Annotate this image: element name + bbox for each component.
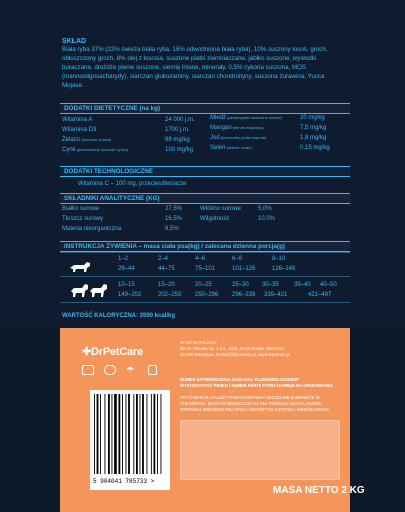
dietary-note: (jednowodny siarczan cynku) [75,147,129,152]
large-dogs-icon [70,282,110,298]
dietary-note: (siarczan żelaza) [80,137,112,142]
feeding-weight: 4–6 [195,256,206,262]
feeding-portion: 202–250 [158,292,182,298]
dietary-name: Witamina D3 [62,127,97,133]
storage-text: PO OTWARCIU NALEŻY PRZECHOWYWAĆ SZCZELNIE ZAMKNIĘTE W CHŁODNYM I SUCHYM MIEJSCU DO 14 DNI. PODAJĄC SUCHĄ KARMĘ, ZAPEWNIJ SWOJEMU PSU STAŁY DOSTĘP DO CZYSTEJ I ŚWIEŻEJ WODY. [180,395,330,412]
dietary-name: Mangan (tlenek magnezu) [210,125,264,131]
dietary-value: 20 mg/kg [300,115,325,121]
dietary-value: 1700 j.m. [165,127,190,133]
analytical-name: Włókno surowe [200,206,242,212]
table-divider [60,252,350,253]
bin-icon [148,365,157,375]
analytical-header: SKŁADNIKI ANALITYCZNE (KG) [60,193,350,204]
barcode-bar [100,394,101,474]
barcode-bar [142,394,144,474]
feeding-weight: 2–4 [158,256,169,262]
analytical-value: 5,0% [258,206,272,212]
dietary-value: 7,5 mg/kg [300,125,327,131]
dietary-name: Witamina A [62,117,93,123]
dietary-note: (tlenek magnezu) [231,125,264,130]
feeding-portion: 26–44 [118,266,135,272]
barcode-bar [108,394,110,474]
barcode-bars [90,390,170,476]
dietary-name: Selen (selenin sodu) [210,145,252,151]
barcode-number: 5 904041 785733 > [93,478,155,485]
feeding-portion: 421–497 [308,292,332,298]
print-box [180,420,340,480]
dietary-name: Cynk (jednowodny siarczan cynku) [62,147,129,153]
technological-text: Witamina C – 100 mg, przeciwutleniacze [78,181,187,187]
plus-icon: ✚ [82,346,92,358]
barcode-bar [136,394,138,474]
barcode-bar [94,394,95,474]
barcode-bar [140,394,141,474]
feeding-weight: 30–35 [262,282,279,288]
brand-logo [82,345,143,358]
dietary-note: (bezwodny jodan wapnia) [219,135,267,140]
barcode-bar [105,394,106,474]
feeding-portion: 296–339 [232,292,256,298]
barcode-bar [128,394,130,474]
eu-flag-icon [82,365,94,375]
dietary-name: Żelazo (siarczan żelaza) [62,137,112,143]
feeding-portion: 149–202 [118,292,142,298]
technological-header: DODATKI TECHNOLOGICZNE [60,166,350,177]
analytical-value: 8,5% [165,226,179,232]
batch-text: NUMER ZATWIERDZENIA ZAKŁADU: PL3204050IL3416452P WYKORZYSTAĆ PRZED I NUMER PARTII PATRZ NADRUK NA OPAKOWANIU. [180,377,334,388]
feeding-weight: 40–50 [320,282,337,288]
analytical-name: Wilgotność [200,216,230,222]
analytical-name: Tłuszcz surowy [62,216,104,222]
analytical-name: Białko surowe [62,206,100,212]
analytical-value: 10,0% [258,216,276,222]
symbol-icons [82,365,157,375]
barcode-bar [147,394,148,474]
composition-title: SKŁAD [62,38,87,45]
analytical-value: 16,5% [165,216,183,222]
dietary-note: (selenin sodu) [225,145,252,150]
address-text: W UE/ W POLSCE/ dla Dr. Petcare Sp. z o.o., Aleje Jerozolimskie 200/215A, 02-486 Warszawa, kontakt@drpetcare.pl, www.drpetcare.pl [180,340,291,357]
net-weight: MASA NETTO 2 KG [273,485,365,496]
umbrella-icon: ☂ [126,365,135,375]
feeding-weight: 10–15 [118,282,135,288]
dietary-value: 0,15 mg/kg [300,145,330,151]
feeding-weight: 15–20 [158,282,175,288]
feeding-portion: 44–75 [158,266,175,272]
energy-value: WARTOŚĆ KALORYCZNA: 3590 kcal/kg [62,313,176,319]
feeding-weight: 20–25 [195,282,212,288]
barcode-bar [122,394,123,474]
dietary-value: 88 mg/kg [165,137,190,143]
small-dog-icon [68,260,94,274]
barcode-bar [161,394,162,474]
dietary-value: 24 000 j.m. [165,117,195,123]
feeding-weight: 8–10 [272,256,286,262]
barcode-bar [114,394,117,474]
recycle-icon [104,365,116,375]
barcode-bar [133,394,134,474]
barcode [90,390,170,490]
table-divider [60,302,350,303]
feeding-portion: 126–149 [272,266,296,272]
analytical-value: 27,5% [165,206,183,212]
barcode-bar [97,394,99,474]
barcode-bar [154,394,156,474]
dietary-value: 1,8 mg/kg [300,135,327,141]
table-divider [60,276,350,277]
composition-text: Biała ryba 37% (22% świeża biała ryba, 15% odwodniona biała ryba), 10% suszony łosoś, groch, obłuszczony groch, 8% olej z łososia, suszone płatki ziemniaczane, jabłko suszone, wysłodki buraczane, drożdże piwne suszone, siemię lniane, minerały, 0,5% cykoria suszona, MOS (mannooligosacharydy), siarczan glukozaminy, siarczan chondroityny, suszona żurawina, Yucca Mojave. [62,46,328,89]
dietary-header: DODATKI DIETETYCZNE (na kg) [60,103,350,114]
feeding-weight: 25–30 [232,282,249,288]
barcode-bar [112,394,113,474]
feeding-portion: 75–101 [195,266,216,272]
feeding-portion: 250–296 [195,292,219,298]
dietary-note: (pentahydrat siarczanu miedzi) [226,115,282,120]
barcode-bar [157,394,158,474]
logo-text: DrPetCare [91,346,144,358]
analytical-name: Materia nieorganiczna [62,226,122,232]
feeding-portion: 101–126 [232,266,256,272]
feeding-header: INSTRUKCJA ŻYWIENIA – masa ciała psa(kg) / zalecana dzienna porcja(g) [60,241,350,252]
barcode-bar [151,394,152,474]
feeding-portion: 339–421 [264,292,288,298]
feeding-weight: 6–8 [232,256,243,262]
dietary-value: 100 mg/kg [165,147,194,153]
dietary-name: Jod (bezwodny jodan wapnia) [210,135,267,141]
barcode-bar [126,394,127,474]
dietary-name: Miedź (pentahydrat siarczanu miedzi) [210,115,282,121]
feeding-weight: 1–2 [118,256,129,262]
feeding-weight: 35–40 [294,282,311,288]
barcode-bar [119,394,121,474]
